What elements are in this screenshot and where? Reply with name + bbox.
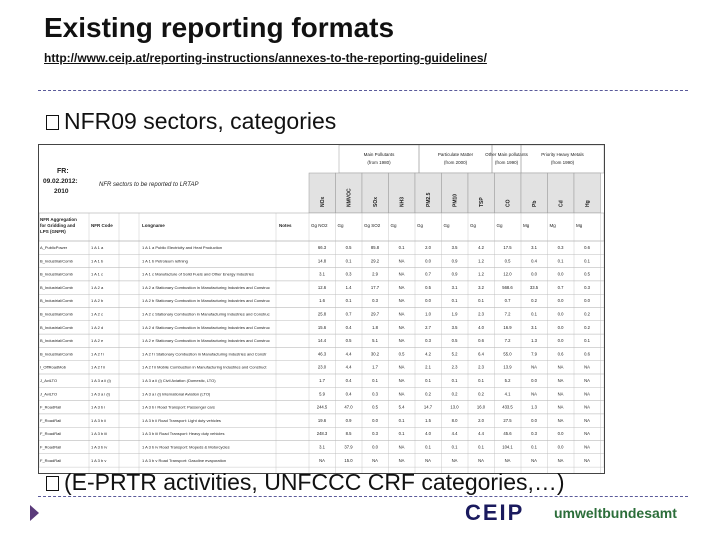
cell-value: 5.4 <box>398 404 405 410</box>
pollutant-header: Hg <box>585 200 591 207</box>
cell-value: 0.0 <box>425 298 431 304</box>
checkbox-bullet-icon <box>46 115 59 130</box>
cell-value: 0.3 <box>372 298 378 304</box>
cell-value: 0.1 <box>478 444 484 450</box>
group-header-years: (from 2000) <box>443 160 468 165</box>
col-header-unit: Gg <box>470 223 477 228</box>
col-header-code: NFR Code <box>91 223 113 228</box>
cell-gnfr: B_Industrial/Comb <box>40 324 73 330</box>
cell-value: 0.0 <box>425 258 431 264</box>
bullet-nfr09-text: NFR09 sectors, categories <box>64 108 337 134</box>
cell-value: NA <box>425 457 431 463</box>
cell-value: NA <box>398 338 405 344</box>
pollutant-header: NOx <box>320 196 326 207</box>
cell-code: 1 A 1 c <box>91 271 104 277</box>
cell-value: NA <box>584 391 590 397</box>
cell-value: 0.9 <box>451 258 458 264</box>
cell-longname: 1 A 3 b ii Road Transport: Light duty vehicles <box>142 417 221 423</box>
cell-value: 0.1 <box>478 378 484 383</box>
cell-value: 7.2 <box>504 338 511 344</box>
col-header-unit: Mg <box>576 223 583 228</box>
cell-gnfr: I_OffRoadMob <box>40 364 66 370</box>
cell-value: NA <box>584 404 590 410</box>
cell-value: 0.3 <box>557 245 564 250</box>
cell-value: NA <box>584 378 590 383</box>
group-header-cell <box>419 145 492 173</box>
cell-code: 1 A 3 b ii <box>91 417 107 423</box>
cell-value: 0.6 <box>557 351 564 357</box>
cell-value: 0.5 <box>372 404 378 410</box>
cell-value: 17.5 <box>503 245 512 250</box>
col-header-notes: Notes <box>279 223 292 228</box>
cell-value: 14.4 <box>317 338 327 344</box>
cell-value: 1.6 <box>319 298 325 304</box>
cell-value: 433.5 <box>502 404 513 410</box>
cell-value: 0.0 <box>372 417 378 423</box>
cell-value: 5.2 <box>451 351 458 357</box>
cell-value: 4.0 <box>425 431 431 437</box>
bullet-nfr09 <box>46 108 336 135</box>
cell-value: 0.1 <box>584 338 590 344</box>
cell-code: 1 A 3 a ii (i) <box>91 378 111 383</box>
cell-value: 2.7 <box>425 324 431 330</box>
cell-value: 0.2 <box>425 391 431 397</box>
col-header-unit: Mg <box>549 223 556 228</box>
cell-value: NA <box>398 271 405 277</box>
cell-value: 6.4 <box>478 351 484 357</box>
cell-value: 3.1 <box>531 245 537 250</box>
cell-code: 1 A 2 b <box>91 298 104 304</box>
cell-value: 0.5 <box>345 338 352 344</box>
cell-gnfr: F_RoadRail <box>40 457 62 463</box>
cell-value: 0.0 <box>531 378 537 383</box>
cell-value: 0.4 <box>531 258 537 264</box>
cell-value: NA <box>504 457 511 463</box>
group-header-years: (from 1990) <box>550 160 575 165</box>
cell-value: 0.7 <box>557 284 564 290</box>
cell-value: 0.9 <box>345 417 352 423</box>
cell-value: 0.0 <box>557 444 564 450</box>
fr-year: 2010 <box>54 188 69 195</box>
cell-value: 0.4 <box>345 391 352 397</box>
cell-value: 0.2 <box>531 298 537 304</box>
bullet-eprtr-text: (E-PRTR activities, UNFCCC CRF categories,…) <box>64 469 565 495</box>
cell-value: 2.3 <box>478 311 484 317</box>
cell-value: NA <box>398 324 405 330</box>
cell-value: NA <box>531 364 537 370</box>
cell-value: 12.0 <box>503 271 512 277</box>
cell-value: 2.0 <box>425 245 431 250</box>
cell-value: 0.3 <box>584 284 590 290</box>
cell-gnfr: A_PublicPower <box>40 245 68 250</box>
col-header-unit: Gg NO2 <box>311 223 328 228</box>
col-header-gnfr2: for Gridding and <box>40 223 76 228</box>
cell-code: 1 A 3 b iii <box>91 431 108 437</box>
divider-top <box>38 90 688 91</box>
cell-value: NA <box>398 364 405 370</box>
group-header: Main Pollutants <box>363 152 395 157</box>
cell-value: 568.6 <box>502 284 513 290</box>
cell-value: NA <box>398 457 405 463</box>
cell-value: 4.1 <box>504 391 511 397</box>
cell-value: 1.3 <box>531 338 537 344</box>
cell-value: 5.9 <box>319 391 325 397</box>
cell-value: 0.1 <box>398 245 405 250</box>
cell-value: 0.2 <box>584 324 590 330</box>
slide-title: Existing reporting formats <box>44 12 395 43</box>
cell-value: 13.0 <box>450 404 459 410</box>
play-arrow-icon <box>30 505 39 521</box>
cell-value: 45.6 <box>503 431 512 437</box>
cell-value: 0.1 <box>345 298 352 304</box>
cell-longname: 1 A 3 a i (i) International Aviation (LTO) <box>142 391 211 397</box>
cell-value: 47.0 <box>344 404 353 410</box>
cell-longname: 1 A 3 b v Road Transport: Gasoline evaporation <box>142 457 227 463</box>
cell-value: NA <box>557 391 564 397</box>
cell-value: 8.0 <box>451 417 458 423</box>
cell-value: 0.1 <box>557 258 564 264</box>
cell-value: NA <box>398 258 405 264</box>
pollutant-header: NMVOC <box>346 188 353 207</box>
cell-value: 0.1 <box>425 378 431 383</box>
cell-value: NA <box>557 457 564 463</box>
cell-value: 0.5 <box>451 338 458 344</box>
cell-value: 17.7 <box>370 284 380 290</box>
cell-value: NA <box>557 417 564 423</box>
cell-value: 14.8 <box>317 258 327 264</box>
cell-gnfr: J_AviLTO <box>40 378 58 383</box>
cell-value: 3.1 <box>451 284 458 290</box>
cell-value: 0.3 <box>372 431 378 437</box>
cell-value: 3.5 <box>451 324 458 330</box>
cell-value: 0.2 <box>584 311 590 317</box>
cell-longname: 1 A 2 a Stationary Combustion in Manufacturing Industries and Construc <box>142 284 270 290</box>
col-header-unit: Gg SO2 <box>364 223 381 228</box>
cell-value: 0.2 <box>478 391 484 397</box>
cell-value: 1.2 <box>478 271 484 277</box>
pollutant-header: PM10 <box>452 193 459 207</box>
cell-value: 244.5 <box>316 404 328 410</box>
cell-value: 1.7 <box>319 378 325 383</box>
cell-value: NA <box>372 457 378 463</box>
cell-code: 1 A 3 b v <box>91 457 107 463</box>
cell-value: NA <box>319 457 325 463</box>
umweltbundesamt-logo: umweltbundesamt <box>554 505 677 521</box>
col-header-gnfr3: LPS (GNFR) <box>40 229 66 234</box>
cell-gnfr: F_RoadRail <box>40 444 62 450</box>
cell-value: 0.0 <box>557 311 564 317</box>
cell-code: 1 A 2 e <box>91 338 104 344</box>
cell-longname: 1 A 3 a ii (i) Civil Aviation (Domestic, LTO) <box>142 378 216 383</box>
col-header-gnfr: NFR Aggregation <box>40 217 77 222</box>
cell-value: NA <box>557 364 564 370</box>
cell-value: 29.2 <box>370 258 380 264</box>
pollutant-header: SOx <box>373 196 379 207</box>
cell-gnfr: B_Industrial/Comb <box>40 271 73 277</box>
col-header-unit: Gg <box>496 223 503 228</box>
cell-value: NA <box>584 444 590 450</box>
cell-value: 0.5 <box>345 245 352 250</box>
cell-gnfr: B_Industrial/Comb <box>40 258 73 264</box>
cell-value: 1.8 <box>372 324 378 330</box>
cell-value: 4.4 <box>478 431 484 437</box>
cell-value: 2.9 <box>372 271 378 277</box>
cell-value: 0.2 <box>451 391 458 397</box>
cell-value: 0.1 <box>531 444 537 450</box>
cell-value: 4.0 <box>478 324 484 330</box>
cell-value: 3.2 <box>478 284 484 290</box>
cell-longname: 1 A 1 b Petroleum refining <box>142 258 188 264</box>
pollutant-header: Cd <box>558 200 565 207</box>
pollutant-header: NH3 <box>399 196 406 207</box>
cell-value: 3.5 <box>451 245 458 250</box>
cell-value: NA <box>478 457 484 463</box>
cell-value: NA <box>398 298 405 304</box>
cell-gnfr: B_Industrial/Comb <box>40 284 73 290</box>
cell-code: 1 A 2 f i <box>91 351 105 357</box>
cell-value: NA <box>584 417 590 423</box>
cell-value: 0.1 <box>451 298 458 304</box>
pollutant-header: PM2.5 <box>426 192 432 207</box>
cell-value: NA <box>531 457 537 463</box>
cell-value: NA <box>398 391 405 397</box>
group-header: Other Main pollutants <box>485 152 528 157</box>
cell-value: 2.1 <box>425 364 431 370</box>
cell-value: 0.4 <box>345 378 352 383</box>
cell-value: 0.1 <box>398 431 405 437</box>
cell-value: NA <box>398 378 405 383</box>
cell-value: 0.7 <box>345 311 352 317</box>
cell-value: 27.5 <box>503 417 512 423</box>
cell-value: 25.8 <box>317 311 327 317</box>
cell-code: 1 A 3 b iv <box>91 444 108 450</box>
cell-value: 0.0 <box>557 298 564 304</box>
cell-code: 1 A 2 d <box>91 324 104 330</box>
cell-gnfr: B_Industrial/Comb <box>40 338 73 344</box>
cell-value: 0.6 <box>478 338 484 344</box>
cell-value: 0.5 <box>398 351 405 357</box>
cell-value: 1.5 <box>425 417 431 423</box>
cell-value: 0.4 <box>345 324 352 330</box>
cell-longname: 1 A 2 f i Stationary Combustion in Manufacturing Industries and Constr <box>142 351 267 357</box>
cell-value: 0.0 <box>531 417 537 423</box>
cell-longname: 1 A 3 b iv Road Transport: Mopeds & Motorcycles <box>142 444 230 450</box>
cell-value: 0.1 <box>451 378 458 383</box>
group-header-years: (from 1980) <box>367 160 391 165</box>
cell-code: 1 A 2 f ii <box>91 364 106 370</box>
cell-value: 15.6 <box>317 324 327 330</box>
cell-value: 55.0 <box>503 351 512 357</box>
cell-value: 4.2 <box>478 245 484 250</box>
cell-value: 1.2 <box>478 258 484 264</box>
cell-value: NA <box>531 391 537 397</box>
cell-value: 0.1 <box>425 444 431 450</box>
cell-value: 0.1 <box>478 298 484 304</box>
cell-longname: 1 A 2 c Stationary Combustion in Manufacturing Industries and Construc <box>142 311 270 317</box>
cell-value: 0.0 <box>372 444 378 450</box>
cell-value: 3.1 <box>531 324 537 330</box>
cell-value: 2.0 <box>478 417 484 423</box>
cell-longname: 1 A 1 c Manufacture of Solid Fuels and Other Energy Industries <box>142 271 254 277</box>
cell-value: NA <box>451 457 458 463</box>
pollutant-header: CO <box>505 199 512 207</box>
cell-value: 16.9 <box>503 324 512 330</box>
cell-value: NA <box>398 444 405 450</box>
cell-value: 8.5 <box>345 431 352 437</box>
cell-gnfr: F_RoadRail <box>40 431 62 437</box>
pollutant-header: Pb <box>532 200 538 207</box>
cell-longname: 1 A 2 b Stationary Combustion in Manufacturing Industries and Construc <box>142 298 270 304</box>
cell-longname: 1 A 3 b i Road Transport: Passenger cars <box>142 404 215 410</box>
cell-value: 12.6 <box>317 284 327 290</box>
cell-value: 0.7 <box>504 298 511 304</box>
cell-longname: 1 A 2 d Stationary Combustion in Manufacturing Industries and Construc <box>142 324 270 330</box>
cell-value: 14.7 <box>423 404 433 410</box>
cell-value: 46.3 <box>317 351 327 357</box>
cell-value: 2.3 <box>451 364 458 370</box>
col-header-unit: Gg <box>417 223 424 228</box>
cell-value: 4.2 <box>425 351 431 357</box>
cell-value: 33.5 <box>529 284 539 290</box>
col-header-unit: Gg <box>337 223 344 228</box>
nfr-reporting-table <box>38 144 605 474</box>
cell-longname: 1 A 2 f ii Mobile Combustion in Manufacturing Industries and Construct <box>142 364 267 370</box>
cell-value: 1.7 <box>372 364 378 370</box>
cell-value: NA <box>584 364 590 370</box>
cell-value: 13.9 <box>503 364 512 370</box>
bullet-eprtr <box>46 469 565 496</box>
pollutant-header: TSP <box>479 197 485 207</box>
cell-value: 0.3 <box>345 271 352 277</box>
group-header-cell <box>521 145 604 173</box>
cell-code: 1 A 3 b i <box>91 404 106 410</box>
cell-value: 0.5 <box>584 271 590 277</box>
cell-value: 0.1 <box>531 311 537 317</box>
cell-value: 37.9 <box>344 444 353 450</box>
cell-value: 0.6 <box>584 245 590 250</box>
col-header-unit: Mg <box>523 223 530 228</box>
fr-date: 09.02.2012: <box>43 178 78 185</box>
cell-value: 19.6 <box>317 417 327 423</box>
fr-label: FR: <box>57 168 69 175</box>
cell-value: 0.5 <box>425 284 431 290</box>
col-header-longname: Longname <box>142 223 165 228</box>
cell-value: 1.9 <box>451 311 458 317</box>
col-header-unit: Gg <box>443 223 450 228</box>
cell-value: 66.3 <box>317 245 327 250</box>
cell-value: 15.0 <box>344 457 353 463</box>
cell-value: 4.4 <box>345 364 352 370</box>
checkbox-bullet-icon <box>46 476 59 491</box>
cell-value: 0.0 <box>531 271 537 277</box>
cell-value: 3.1 <box>319 444 325 450</box>
cell-longname: 1 A 3 b iii Road Transport: Heavy duty vehicles <box>142 431 225 437</box>
cell-value: 0.1 <box>451 444 458 450</box>
divider-bottom <box>38 496 688 497</box>
cell-gnfr: F_RoadRail <box>40 417 62 423</box>
cell-value: 1.0 <box>425 311 431 317</box>
cell-value: NA <box>557 404 564 410</box>
nfr-table-svg <box>39 145 604 473</box>
cell-value: 0.0 <box>557 271 564 277</box>
cell-longname: 1 A 2 e Stationary Combustion in Manufacturing Industries and Construc <box>142 338 270 344</box>
cell-value: 3.1 <box>319 271 325 277</box>
cell-value: 0.6 <box>584 351 590 357</box>
cell-value: 0.1 <box>398 417 405 423</box>
cell-value: 30.2 <box>370 351 380 357</box>
cell-value: 16.0 <box>476 404 486 410</box>
cell-value: 0.5 <box>504 258 511 264</box>
cell-gnfr: B_Industrial/Comb <box>40 311 73 317</box>
cell-gnfr: B_Industrial/Comb <box>40 298 73 304</box>
cell-value: 5.1 <box>372 338 378 344</box>
cell-value: 0.3 <box>425 338 431 344</box>
cell-value: 1.4 <box>345 284 352 290</box>
cell-value: 4.4 <box>451 431 458 437</box>
group-header-cell <box>339 145 419 173</box>
cell-value: 7.2 <box>504 311 511 317</box>
cell-value: 29.7 <box>370 311 380 317</box>
col-header-unit: Gg <box>390 223 397 228</box>
cell-value: 4.4 <box>345 351 352 357</box>
cell-value: 7.9 <box>531 351 537 357</box>
cell-value: 85.8 <box>370 245 380 250</box>
cell-value: 1.3 <box>531 404 537 410</box>
cell-value: 23.0 <box>317 364 327 370</box>
cell-value: 0.1 <box>345 258 352 264</box>
cell-value: 0.0 <box>557 338 564 344</box>
group-header: Priority Heavy Metals <box>541 152 584 157</box>
cell-value: 2.3 <box>478 364 484 370</box>
cell-value: 0.9 <box>451 271 458 277</box>
cell-value: NA <box>584 431 590 437</box>
table-subtitle: NFR sectors to be reported to LRTAP <box>99 182 199 188</box>
cell-value: 0.3 <box>372 391 378 397</box>
cell-value: 0.1 <box>584 258 590 264</box>
cell-value: 0.0 <box>584 298 590 304</box>
cell-value: NA <box>557 378 564 383</box>
cell-code: 1 A 2 c <box>91 311 104 317</box>
cell-gnfr: F_RoadRail <box>40 404 62 410</box>
reference-link[interactable]: http://www.ceip.at/reporting-instructions/annexes-to-the-reporting-guidelines/ <box>44 51 487 65</box>
cell-code: 1 A 1 b <box>91 258 104 264</box>
group-header: Particulate Matter <box>437 152 474 157</box>
group-header-cell <box>492 145 521 173</box>
ceip-logo: CEIP <box>465 500 525 525</box>
cell-value: 104.1 <box>502 444 513 450</box>
cell-code: 1 A 1 a <box>91 245 104 250</box>
cell-value: 0.3 <box>531 431 537 437</box>
cell-gnfr: J_AviLTO <box>40 391 58 397</box>
cell-value: 5.2 <box>504 378 511 383</box>
cell-value: 0.7 <box>425 271 431 277</box>
cell-value: 0.1 <box>372 378 378 383</box>
cell-value: 0.0 <box>557 324 564 330</box>
cell-gnfr: B_Industrial/Comb <box>40 351 73 357</box>
cell-value: NA <box>584 457 590 463</box>
cell-value: NA <box>398 284 405 290</box>
group-header-years: (from 1990) <box>494 160 519 165</box>
cell-code: 1 A 2 a <box>91 284 104 290</box>
cell-longname: 1 A 1 a Public Electricity and Heat Production <box>142 245 223 250</box>
cell-code: 1 A 3 a i (i) <box>91 391 110 397</box>
cell-value: NA <box>398 311 405 317</box>
cell-value: 0.0 <box>557 431 564 437</box>
cell-value: 248.3 <box>316 431 328 437</box>
